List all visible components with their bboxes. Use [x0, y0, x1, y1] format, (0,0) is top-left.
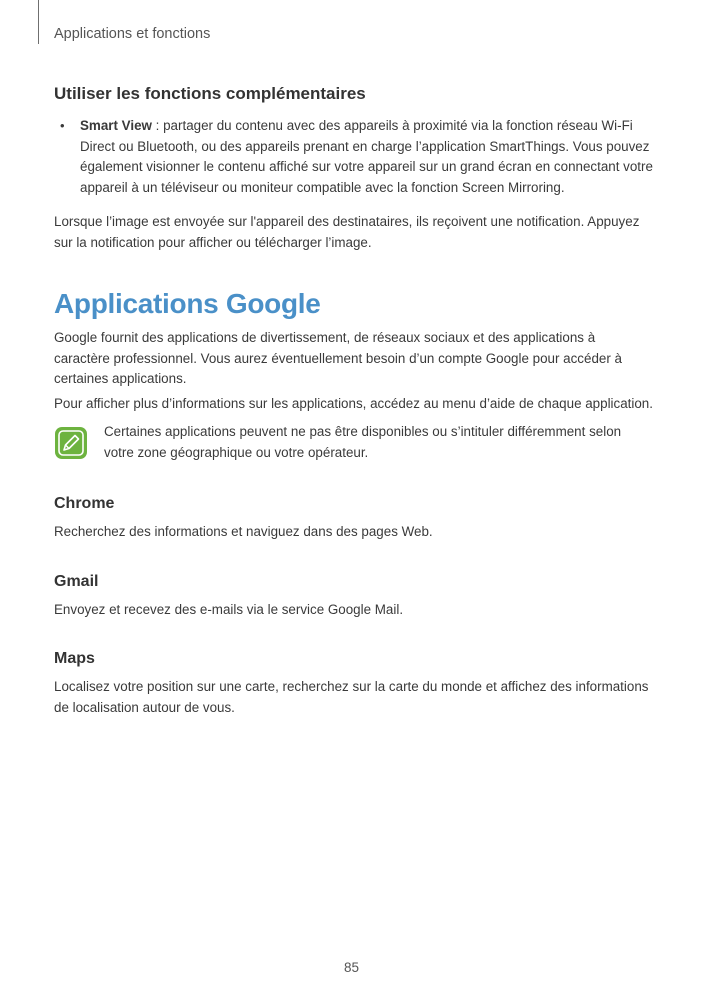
- app-name: Gmail: [54, 572, 99, 590]
- section-heading-extra: Utiliser les fonctions complémentaires: [54, 84, 366, 103]
- app-description: Recherchez des informations et naviguez dans des pages Web.: [54, 524, 433, 539]
- note-box: [54, 422, 654, 463]
- app-section-maps: [54, 650, 654, 718]
- header-rule: [38, 0, 39, 44]
- bullet-smart-view: [54, 116, 654, 198]
- google-apps-title: Applications Google: [54, 288, 321, 319]
- page-number: 85: [343, 960, 360, 975]
- note-pencil-icon: [54, 426, 88, 460]
- bullet-dot: •: [60, 118, 65, 133]
- google-intro: Google fournit des applications de divertissement, de réseaux sociaux et des applications à caractère professionnel. Vous aurez éventuellement besoin d’un compte Google pour accéder à certaines applications.: [54, 330, 622, 386]
- app-description: Envoyez et recevez des e-mails via le service Google Mail.: [54, 601, 404, 617]
- running-header: Applications et fonctions: [54, 26, 211, 42]
- app-section-chrome: [54, 495, 654, 543]
- app-name: Chrome: [54, 495, 115, 512]
- notification-paragraph: Lorsque l’image est envoyée sur l'appareil des destinataires, ils reçoivent une notification. Appuyez sur la notification pour afficher ou télécharger l’image.: [54, 214, 640, 250]
- app-description: Localisez votre position sur une carte, recherchez sur la carte du monde et affichez des informations de localisation autour de vous.: [54, 679, 649, 715]
- page-content: [54, 84, 654, 718]
- bullet-term: Smart View: [80, 118, 152, 133]
- google-intro-help: Pour afficher plus d’informations sur les applications, accédez au menu d’aide de chaque application.: [54, 395, 653, 411]
- app-name: Maps: [54, 650, 95, 667]
- app-section-gmail: [54, 573, 654, 621]
- note-text: Certaines applications peuvent ne pas être disponibles ou s’intituler différemment selon votre zone géographique ou votre opérateur.: [104, 424, 622, 460]
- bullet-text: : partager du contenu avec des appareils à proximité via la fonction réseau Wi-Fi Direct ou Bluetooth, ou des appareils prenant en charge l’application SmartThings. Vous pouvez également visionner le contenu affiché sur votre appareil sur un grand écran en connectant votre appareil à un téléviseur ou moniteur compatible avec la fonction Screen Mirroring.: [80, 118, 653, 195]
